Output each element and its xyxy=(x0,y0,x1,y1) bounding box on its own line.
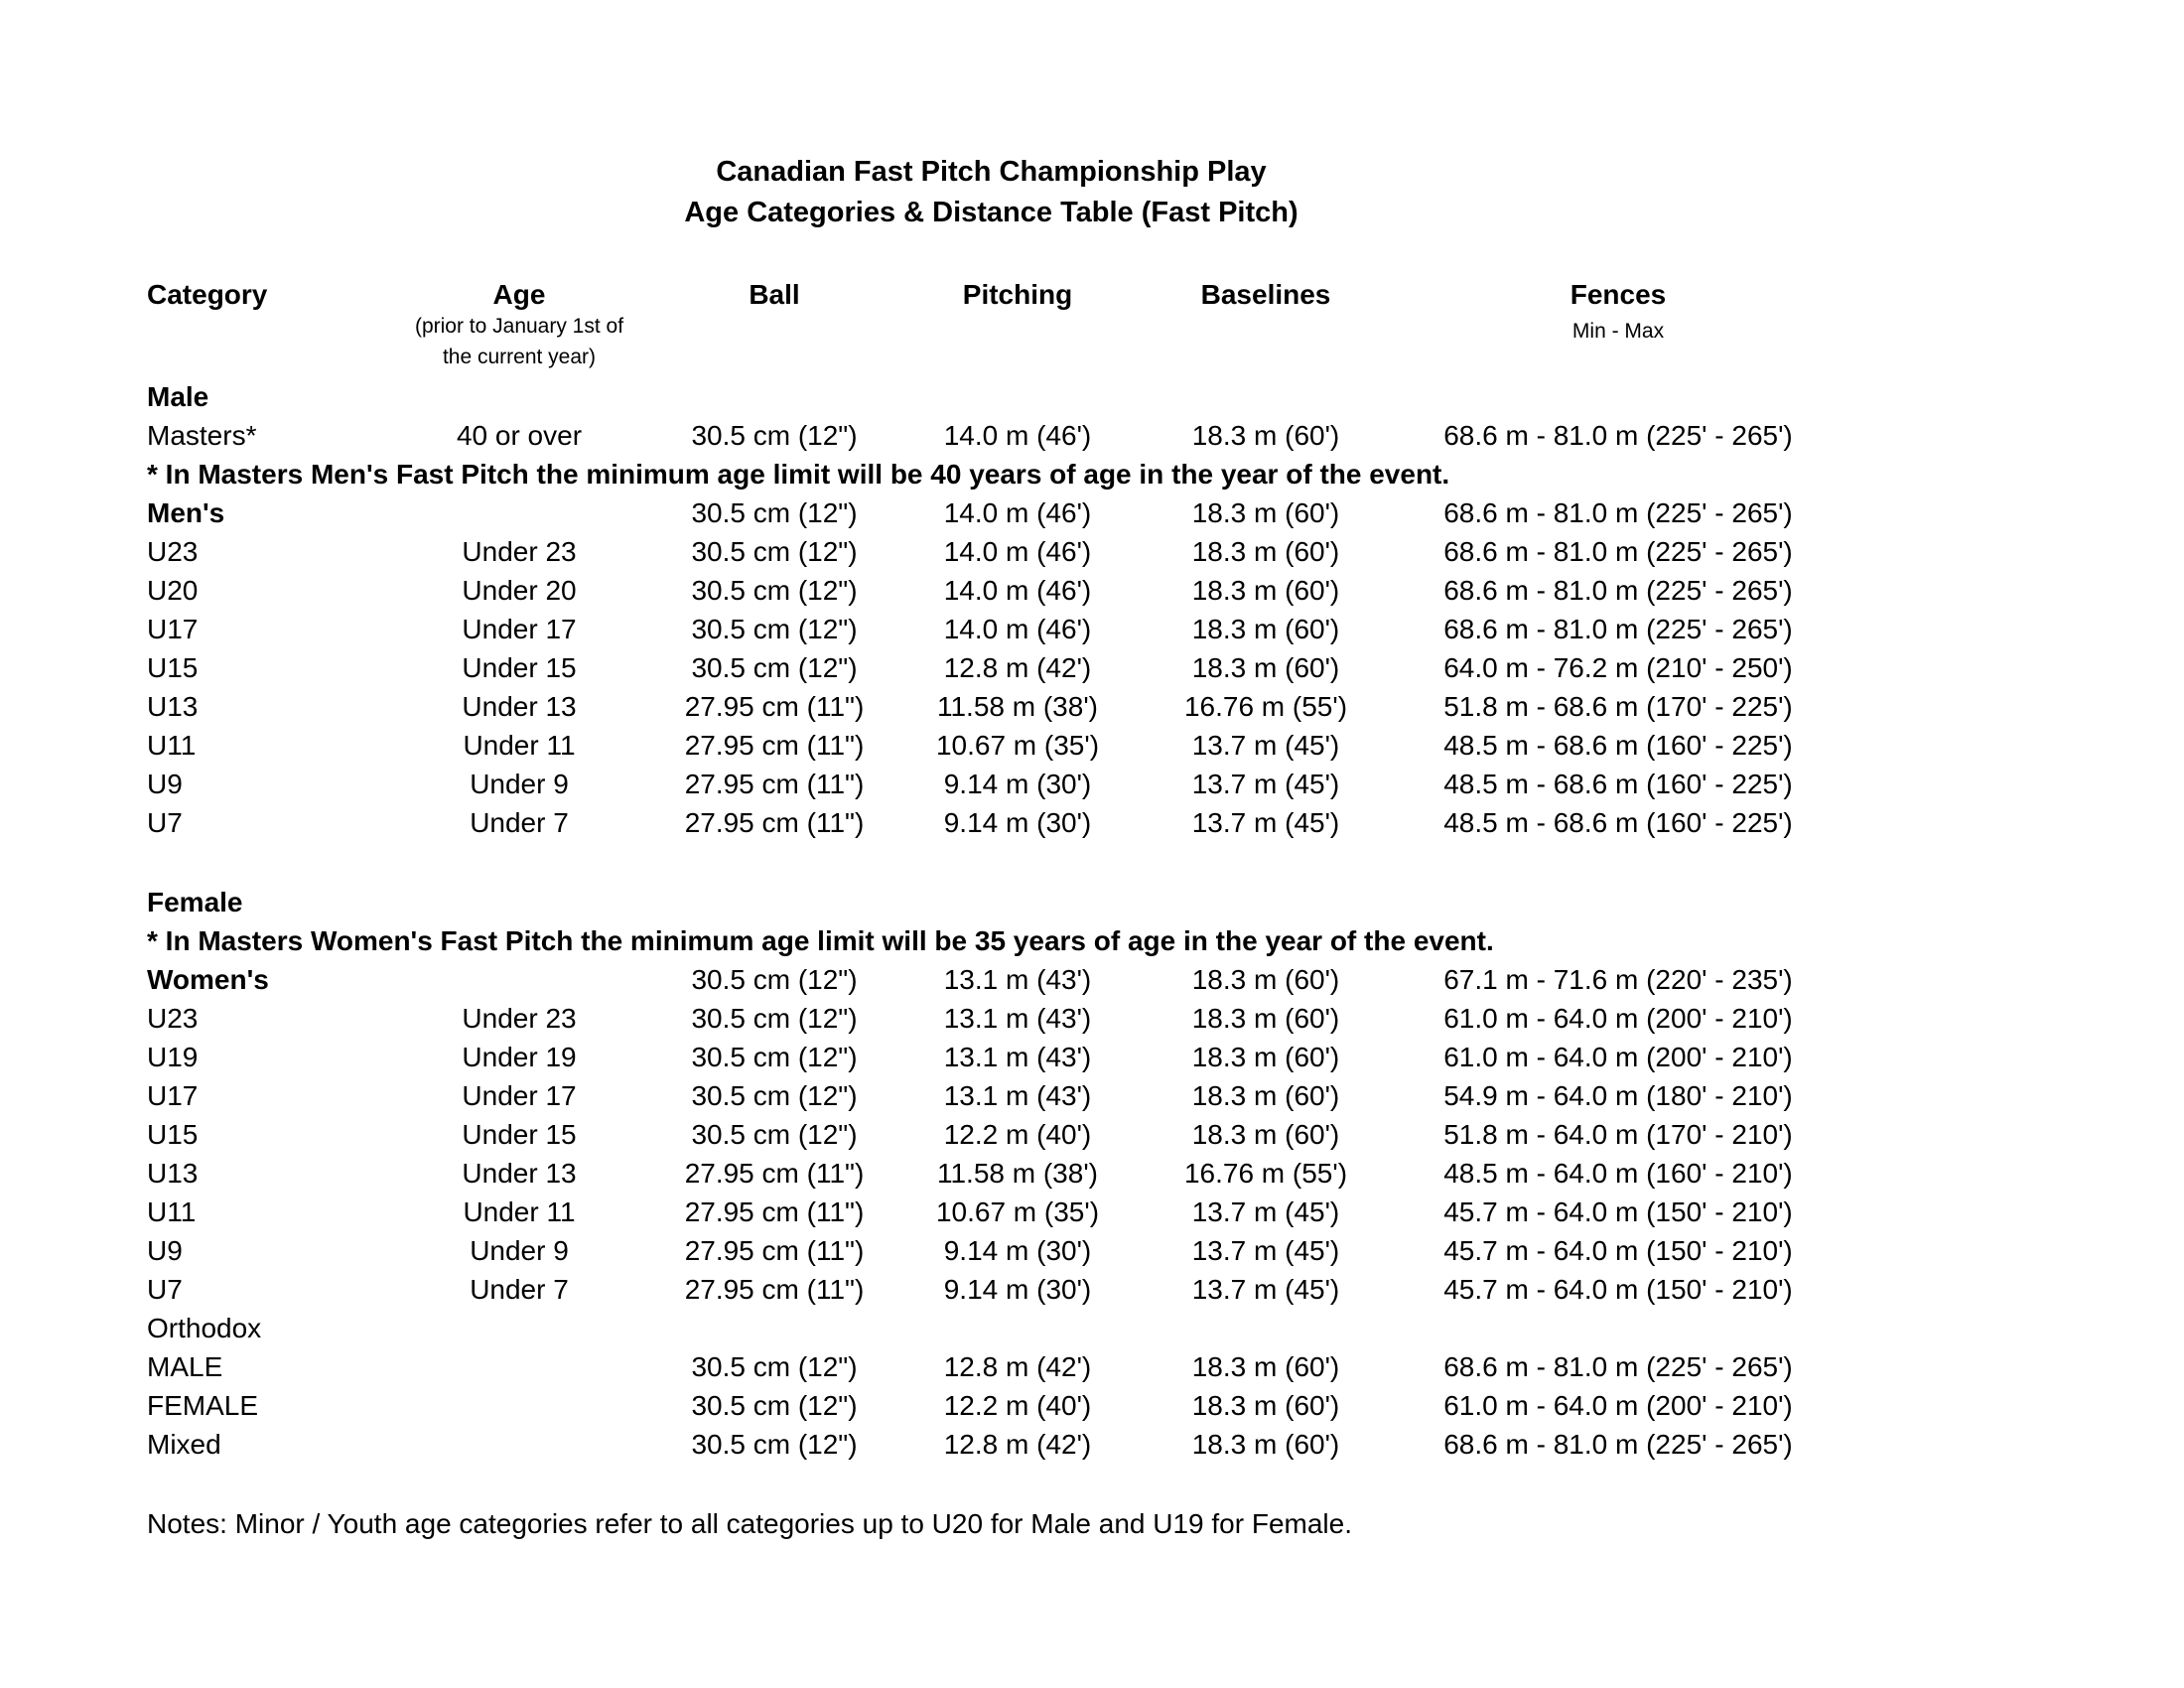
cell-age: Under 20 xyxy=(462,575,577,606)
cell-fences: 68.6 m - 81.0 m (225' - 265') xyxy=(1443,497,1793,528)
cell-fences: 45.7 m - 64.0 m (150' - 210') xyxy=(1443,1196,1793,1227)
header-pitching: Pitching xyxy=(962,279,1073,310)
cell-ball: 30.5 cm (12") xyxy=(691,1351,858,1382)
cell-fences: 68.6 m - 81.0 m (225' - 265') xyxy=(1443,575,1793,606)
cell-age: Under 13 xyxy=(462,1158,577,1189)
header-age: Age xyxy=(492,279,546,310)
table-row xyxy=(0,571,2184,611)
cell-ball: 30.5 cm (12") xyxy=(691,1390,858,1421)
cell-ball: 27.95 cm (11") xyxy=(684,1196,865,1227)
cell-category: U17 xyxy=(147,1080,199,1111)
table-row xyxy=(0,1386,2184,1426)
cell-fences: 61.0 m - 64.0 m (200' - 210') xyxy=(1443,1390,1793,1421)
cell-ball: 30.5 cm (12") xyxy=(691,575,858,606)
cell-category: MALE xyxy=(147,1351,223,1382)
table-row xyxy=(0,1231,2184,1271)
cell-pitching: 9.14 m (30') xyxy=(943,807,1092,838)
cell-age: 40 or over xyxy=(456,420,583,451)
masters-note-row xyxy=(0,455,2184,494)
section-orthodox-label: Orthodox xyxy=(147,1313,262,1343)
cell-baselines: 13.7 m (45') xyxy=(1191,1235,1340,1266)
cell-ball: 30.5 cm (12") xyxy=(691,1003,858,1034)
cell-pitching: 14.0 m (46') xyxy=(943,420,1092,451)
cell-ball: 27.95 cm (11") xyxy=(684,769,865,799)
cell-fences: 48.5 m - 64.0 m (160' - 210') xyxy=(1443,1158,1793,1189)
cell-category: U11 xyxy=(147,730,197,761)
cell-fences: 54.9 m - 64.0 m (180' - 210') xyxy=(1443,1080,1793,1111)
cell-fences: 48.5 m - 68.6 m (160' - 225') xyxy=(1443,769,1793,799)
header-age-note-2: the current year) xyxy=(442,346,597,368)
cell-baselines: 13.7 m (45') xyxy=(1191,1196,1340,1227)
cell-baselines: 18.3 m (60') xyxy=(1191,536,1340,567)
cell-category: Masters* xyxy=(147,420,257,451)
cell-ball: 30.5 cm (12") xyxy=(691,1080,858,1111)
cell-category: FEMALE xyxy=(147,1390,259,1421)
cell-ball: 30.5 cm (12") xyxy=(691,1042,858,1072)
header-category: Category xyxy=(147,279,268,310)
cell-fences: 68.6 m - 81.0 m (225' - 265') xyxy=(1443,420,1793,451)
cell-fences: 64.0 m - 76.2 m (210' - 250') xyxy=(1443,652,1793,683)
cell-baselines: 18.3 m (60') xyxy=(1191,614,1340,644)
cell-age: Under 13 xyxy=(462,691,577,722)
cell-category: U7 xyxy=(147,807,183,838)
cell-category: U9 xyxy=(147,1235,183,1266)
cell-category: U15 xyxy=(147,1119,199,1150)
cell-pitching: 13.1 m (43') xyxy=(943,964,1092,995)
table-row xyxy=(0,960,2184,1000)
table-row xyxy=(0,648,2184,688)
table-row xyxy=(0,493,2184,533)
masters-women-note: * In Masters Women's Fast Pitch the minimum age limit will be 35 years of age in the year of the event. xyxy=(147,925,1494,956)
cell-fences: 51.8 m - 68.6 m (170' - 225') xyxy=(1443,691,1793,722)
cell-ball: 30.5 cm (12") xyxy=(691,536,858,567)
cell-pitching: 13.1 m (43') xyxy=(943,1003,1092,1034)
cell-pitching: 12.8 m (42') xyxy=(943,1351,1092,1382)
cell-ball: 27.95 cm (11") xyxy=(684,1274,865,1305)
cell-baselines: 18.3 m (60') xyxy=(1191,1429,1340,1460)
cell-category: Women's xyxy=(147,964,269,995)
cell-ball: 30.5 cm (12") xyxy=(691,652,858,683)
cell-fences: 68.6 m - 81.0 m (225' - 265') xyxy=(1443,1351,1793,1382)
cell-fences: 61.0 m - 64.0 m (200' - 210') xyxy=(1443,1042,1793,1072)
cell-age: Under 11 xyxy=(463,730,576,761)
cell-fences: 45.7 m - 64.0 m (150' - 210') xyxy=(1443,1274,1793,1305)
cell-fences: 68.6 m - 81.0 m (225' - 265') xyxy=(1443,614,1793,644)
cell-category: U7 xyxy=(147,1274,183,1305)
cell-pitching: 12.2 m (40') xyxy=(943,1119,1092,1150)
cell-fences: 45.7 m - 64.0 m (150' - 210') xyxy=(1443,1235,1793,1266)
cell-category: U20 xyxy=(147,575,199,606)
cell-pitching: 11.58 m (38') xyxy=(936,691,1098,722)
cell-pitching: 14.0 m (46') xyxy=(943,497,1092,528)
header-fences-note: Min - Max xyxy=(1571,320,1665,343)
cell-baselines: 18.3 m (60') xyxy=(1191,1351,1340,1382)
cell-baselines: 13.7 m (45') xyxy=(1191,1274,1340,1305)
cell-ball: 27.95 cm (11") xyxy=(684,1235,865,1266)
masters-note-row xyxy=(0,921,2184,961)
section-female-label: Female xyxy=(147,887,243,917)
cell-pitching: 9.14 m (30') xyxy=(943,769,1092,799)
table-row xyxy=(0,726,2184,766)
cell-pitching: 10.67 m (35') xyxy=(935,1196,1100,1227)
table-row xyxy=(0,1115,2184,1155)
cell-fences: 51.8 m - 64.0 m (170' - 210') xyxy=(1443,1119,1793,1150)
cell-pitching: 11.58 m (38') xyxy=(936,1158,1098,1189)
cell-ball: 30.5 cm (12") xyxy=(691,1119,858,1150)
cell-age: Under 11 xyxy=(463,1196,576,1227)
cell-category: U9 xyxy=(147,769,183,799)
cell-baselines: 18.3 m (60') xyxy=(1191,497,1340,528)
cell-ball: 27.95 cm (11") xyxy=(684,691,865,722)
cell-ball: 30.5 cm (12") xyxy=(691,420,858,451)
table-row xyxy=(0,1076,2184,1116)
cell-baselines: 18.3 m (60') xyxy=(1191,652,1340,683)
cell-fences: 67.1 m - 71.6 m (220' - 235') xyxy=(1443,964,1793,995)
cell-fences: 68.6 m - 81.0 m (225' - 265') xyxy=(1443,1429,1793,1460)
cell-age: Under 23 xyxy=(462,536,577,567)
table-row xyxy=(0,1193,2184,1232)
notes-text: Notes: Minor / Youth age categories refer to all categories up to U20 for Male and U19 for Female. xyxy=(147,1508,1352,1539)
table-row xyxy=(0,1154,2184,1194)
cell-baselines: 13.7 m (45') xyxy=(1191,730,1340,761)
cell-pitching: 10.67 m (35') xyxy=(935,730,1100,761)
title-line-1: Canadian Fast Pitch Championship Play xyxy=(716,156,1267,188)
cell-category: U17 xyxy=(147,614,199,644)
cell-category: Men's xyxy=(147,497,225,528)
cell-ball: 30.5 cm (12") xyxy=(691,497,858,528)
cell-fences: 61.0 m - 64.0 m (200' - 210') xyxy=(1443,1003,1793,1034)
cell-baselines: 18.3 m (60') xyxy=(1191,1390,1340,1421)
table-row xyxy=(0,610,2184,649)
cell-baselines: 18.3 m (60') xyxy=(1191,1080,1340,1111)
cell-category: U23 xyxy=(147,1003,199,1034)
cell-age: Under 19 xyxy=(462,1042,577,1072)
cell-pitching: 13.1 m (43') xyxy=(943,1042,1092,1072)
table-row xyxy=(0,1270,2184,1310)
header-age-note-1: (prior to January 1st of xyxy=(414,315,624,338)
cell-ball: 30.5 cm (12") xyxy=(691,964,858,995)
cell-age: Under 23 xyxy=(462,1003,577,1034)
table-row xyxy=(0,803,2184,843)
cell-baselines: 18.3 m (60') xyxy=(1191,964,1340,995)
cell-ball: 30.5 cm (12") xyxy=(691,614,858,644)
table-row xyxy=(0,1425,2184,1465)
cell-pitching: 14.0 m (46') xyxy=(943,575,1092,606)
table-row xyxy=(0,765,2184,804)
cell-category: U11 xyxy=(147,1196,197,1227)
cell-category: Mixed xyxy=(147,1429,221,1460)
table-row xyxy=(0,416,2184,456)
cell-category: U13 xyxy=(147,1158,199,1189)
cell-age: Under 15 xyxy=(462,1119,577,1150)
cell-ball: 30.5 cm (12") xyxy=(691,1429,858,1460)
cell-fences: 68.6 m - 81.0 m (225' - 265') xyxy=(1443,536,1793,567)
cell-age: Under 9 xyxy=(470,1235,569,1266)
cell-baselines: 16.76 m (55') xyxy=(1183,1158,1348,1189)
cell-category: U23 xyxy=(147,536,199,567)
cell-baselines: 13.7 m (45') xyxy=(1191,807,1340,838)
cell-age: Under 9 xyxy=(470,769,569,799)
table-row xyxy=(0,532,2184,572)
table-row xyxy=(0,1038,2184,1077)
cell-age: Under 7 xyxy=(470,1274,569,1305)
section-label-male xyxy=(0,377,2184,417)
section-label-female xyxy=(0,883,2184,922)
header-ball: Ball xyxy=(749,279,800,310)
cell-baselines: 13.7 m (45') xyxy=(1191,769,1340,799)
table-row xyxy=(0,1347,2184,1387)
table-row xyxy=(0,687,2184,727)
cell-pitching: 14.0 m (46') xyxy=(943,536,1092,567)
table-row xyxy=(0,999,2184,1039)
cell-baselines: 18.3 m (60') xyxy=(1191,575,1340,606)
section-label-orthodox xyxy=(0,1309,2184,1348)
cell-pitching: 12.8 m (42') xyxy=(943,652,1092,683)
cell-ball: 27.95 cm (11") xyxy=(684,1158,865,1189)
cell-category: U19 xyxy=(147,1042,199,1072)
cell-age: Under 15 xyxy=(462,652,577,683)
cell-category: U13 xyxy=(147,691,199,722)
header-fences: Fences xyxy=(1570,279,1667,310)
cell-baselines: 18.3 m (60') xyxy=(1191,1042,1340,1072)
cell-pitching: 14.0 m (46') xyxy=(943,614,1092,644)
cell-pitching: 9.14 m (30') xyxy=(943,1235,1092,1266)
cell-fences: 48.5 m - 68.6 m (160' - 225') xyxy=(1443,730,1793,761)
cell-ball: 27.95 cm (11") xyxy=(684,730,865,761)
cell-fences: 48.5 m - 68.6 m (160' - 225') xyxy=(1443,807,1793,838)
cell-age: Under 17 xyxy=(462,1080,577,1111)
cell-pitching: 13.1 m (43') xyxy=(943,1080,1092,1111)
header-baselines: Baselines xyxy=(1200,279,1331,310)
masters-men-note: * In Masters Men's Fast Pitch the minimum age limit will be 40 years of age in the year of the event. xyxy=(147,459,1450,490)
cell-age: Under 17 xyxy=(462,614,577,644)
cell-age: Under 7 xyxy=(470,807,569,838)
section-male-label: Male xyxy=(147,381,209,412)
cell-pitching: 12.8 m (42') xyxy=(943,1429,1092,1460)
cell-baselines: 18.3 m (60') xyxy=(1191,420,1340,451)
cell-category: U15 xyxy=(147,652,199,683)
cell-baselines: 18.3 m (60') xyxy=(1191,1003,1340,1034)
title-line-2: Age Categories & Distance Table (Fast Pitch) xyxy=(684,197,1298,228)
cell-baselines: 18.3 m (60') xyxy=(1191,1119,1340,1150)
cell-baselines: 16.76 m (55') xyxy=(1183,691,1348,722)
cell-pitching: 12.2 m (40') xyxy=(943,1390,1092,1421)
cell-ball: 27.95 cm (11") xyxy=(684,807,865,838)
cell-pitching: 9.14 m (30') xyxy=(943,1274,1092,1305)
